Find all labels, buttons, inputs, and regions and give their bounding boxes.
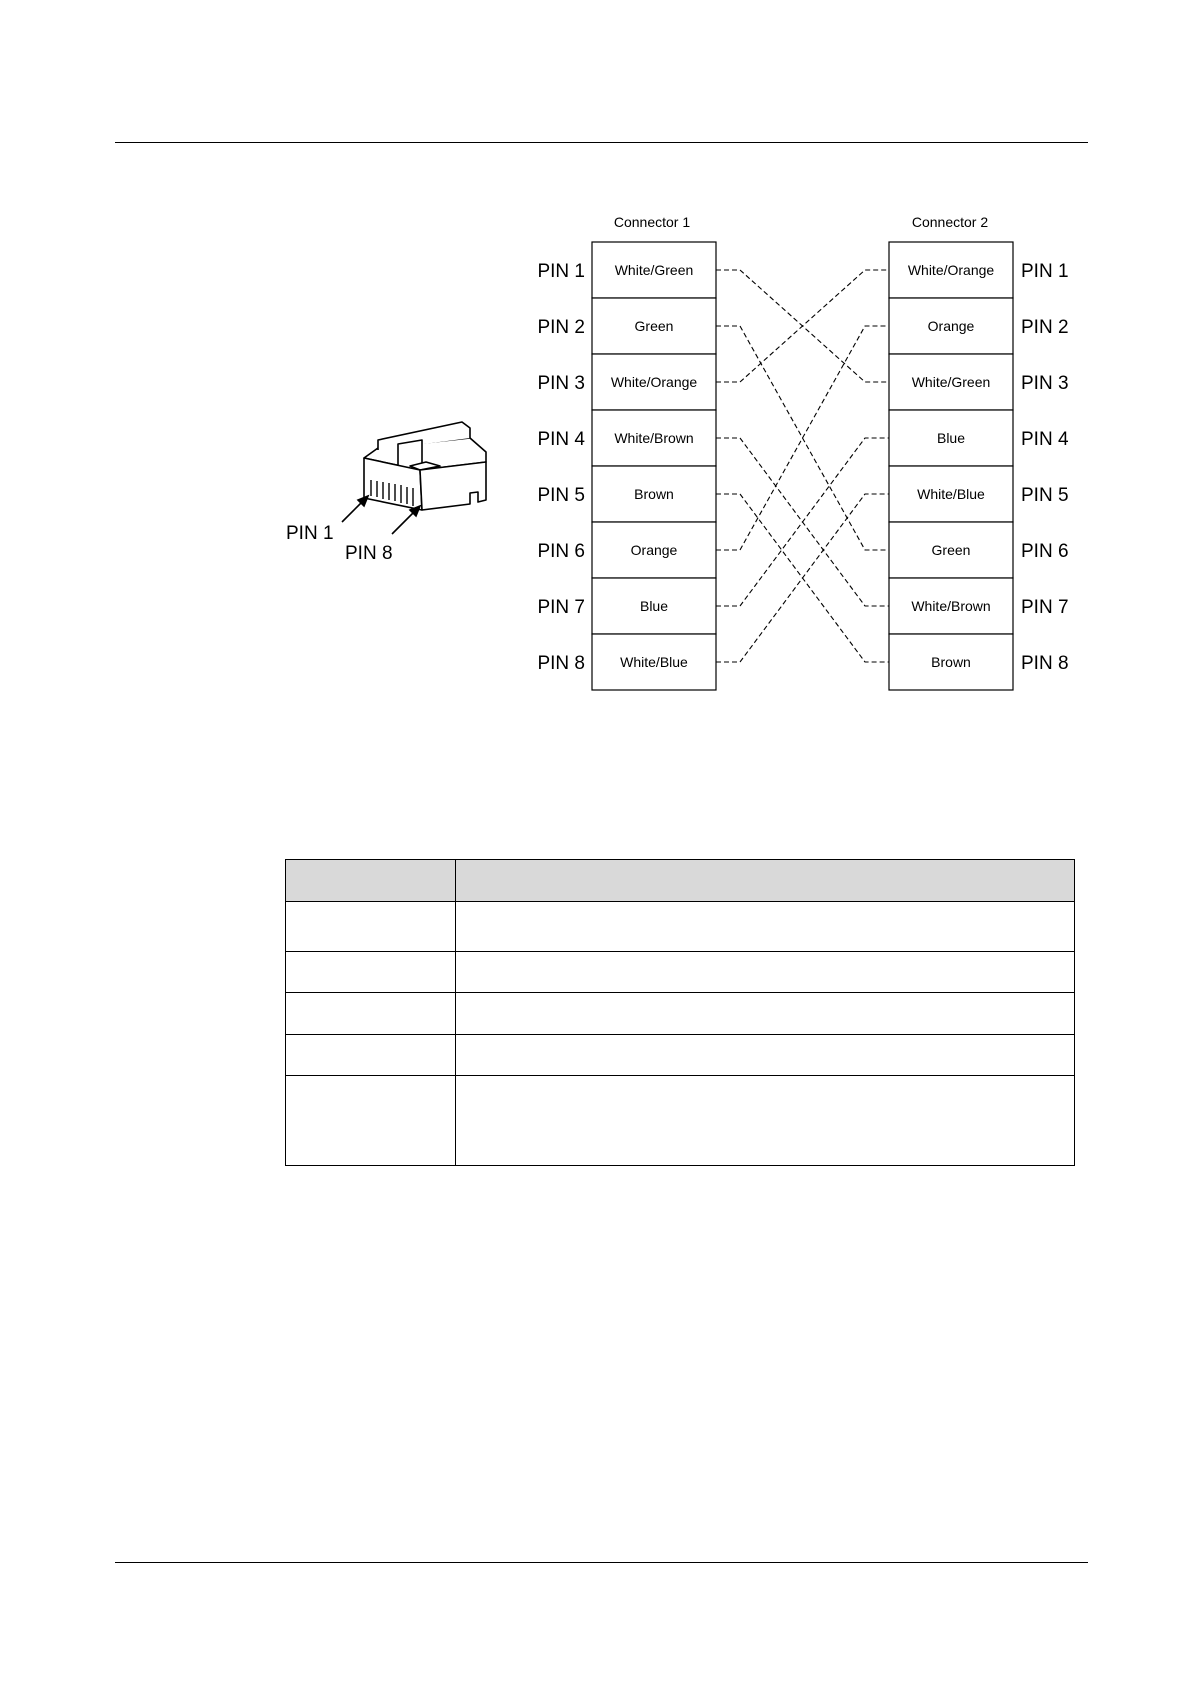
connector-1-wire-color: Orange [630,542,678,558]
connector-2-wire-color: Orange [927,318,975,334]
connector-1-pin-label: PIN 8 [537,653,585,674]
table-header-cell [286,860,456,902]
connector-1-title: Connector 1 [613,214,691,230]
connector-1-wire-color: White/Brown [614,430,694,446]
connector-2-pin-label: PIN 2 [1021,317,1069,338]
connector-2-pin-label: PIN 7 [1021,597,1069,618]
connector-2-wire-color: White/Brown [911,598,991,614]
connector-1-wire-color: Blue [639,598,669,614]
crossover-wire [716,270,889,382]
connector-2-title: Connector 2 [911,214,989,230]
spec-table [285,859,1075,1166]
table-header-cell [456,860,1075,902]
table-row [286,902,1075,952]
table-cell [286,993,456,1035]
connector-2-wire-color: Blue [936,430,966,446]
table-cell [456,1035,1075,1076]
rj45-plug-icon [364,422,486,510]
connector-2-pin-label: PIN 3 [1021,373,1069,394]
connector-1-pin-label: PIN 2 [537,317,585,338]
connector-2-pin-label: PIN 4 [1021,429,1069,450]
connector-1-pin-label: PIN 3 [537,373,585,394]
table-row [286,1076,1075,1166]
table-cell [456,993,1075,1035]
table-row [286,993,1075,1035]
table-cell [286,952,456,993]
connector-1-wire-color: White/Orange [610,374,698,390]
connector-2-wire-color: White/Blue [917,486,985,502]
plug-pin-8-label: PIN 8 [345,543,393,564]
connector-2-wire-color: Green [931,542,971,558]
connector-2-pin-label: PIN 6 [1021,541,1069,562]
connector-2-wire-color: White/Orange [907,262,995,278]
connector-2-wire-color: Brown [931,654,971,670]
crossover-wire [716,494,889,662]
connector-1-pin-label: PIN 1 [537,261,585,282]
connector-2-wire-color: White/Green [911,374,991,390]
connector-1 [537,242,716,690]
plug-pin-1-label: PIN 1 [286,523,334,544]
connector-2 [889,242,1069,690]
connector-1-wire-color: Brown [634,486,674,502]
table-cell [456,1076,1075,1166]
table-cell [456,952,1075,993]
table-cell [286,902,456,952]
connector-1-pin-label: PIN 5 [537,485,585,506]
crossover-wire [716,438,889,606]
table-header-row [286,860,1075,902]
connector-1-wire-color: Green [634,318,674,334]
crossover-wire [716,326,889,550]
connector-1-pin-label: PIN 4 [537,429,585,450]
crossover-wiring-diagram [0,0,1190,720]
connector-2-pin-label: PIN 8 [1021,653,1069,674]
table-cell [456,902,1075,952]
table-cell [286,1035,456,1076]
connector-1-wire-color: White/Green [614,262,694,278]
table-cell [286,1076,456,1166]
table-row [286,1035,1075,1076]
connector-1-wire-color: White/Blue [620,654,688,670]
connector-1-pin-label: PIN 7 [537,597,585,618]
connector-1-pin-label: PIN 6 [537,541,585,562]
connector-2-pin-label: PIN 5 [1021,485,1069,506]
connector-2-pin-label: PIN 1 [1021,261,1069,282]
table-row [286,952,1075,993]
footer-rule [115,1562,1088,1563]
crossover-wires [716,270,889,662]
